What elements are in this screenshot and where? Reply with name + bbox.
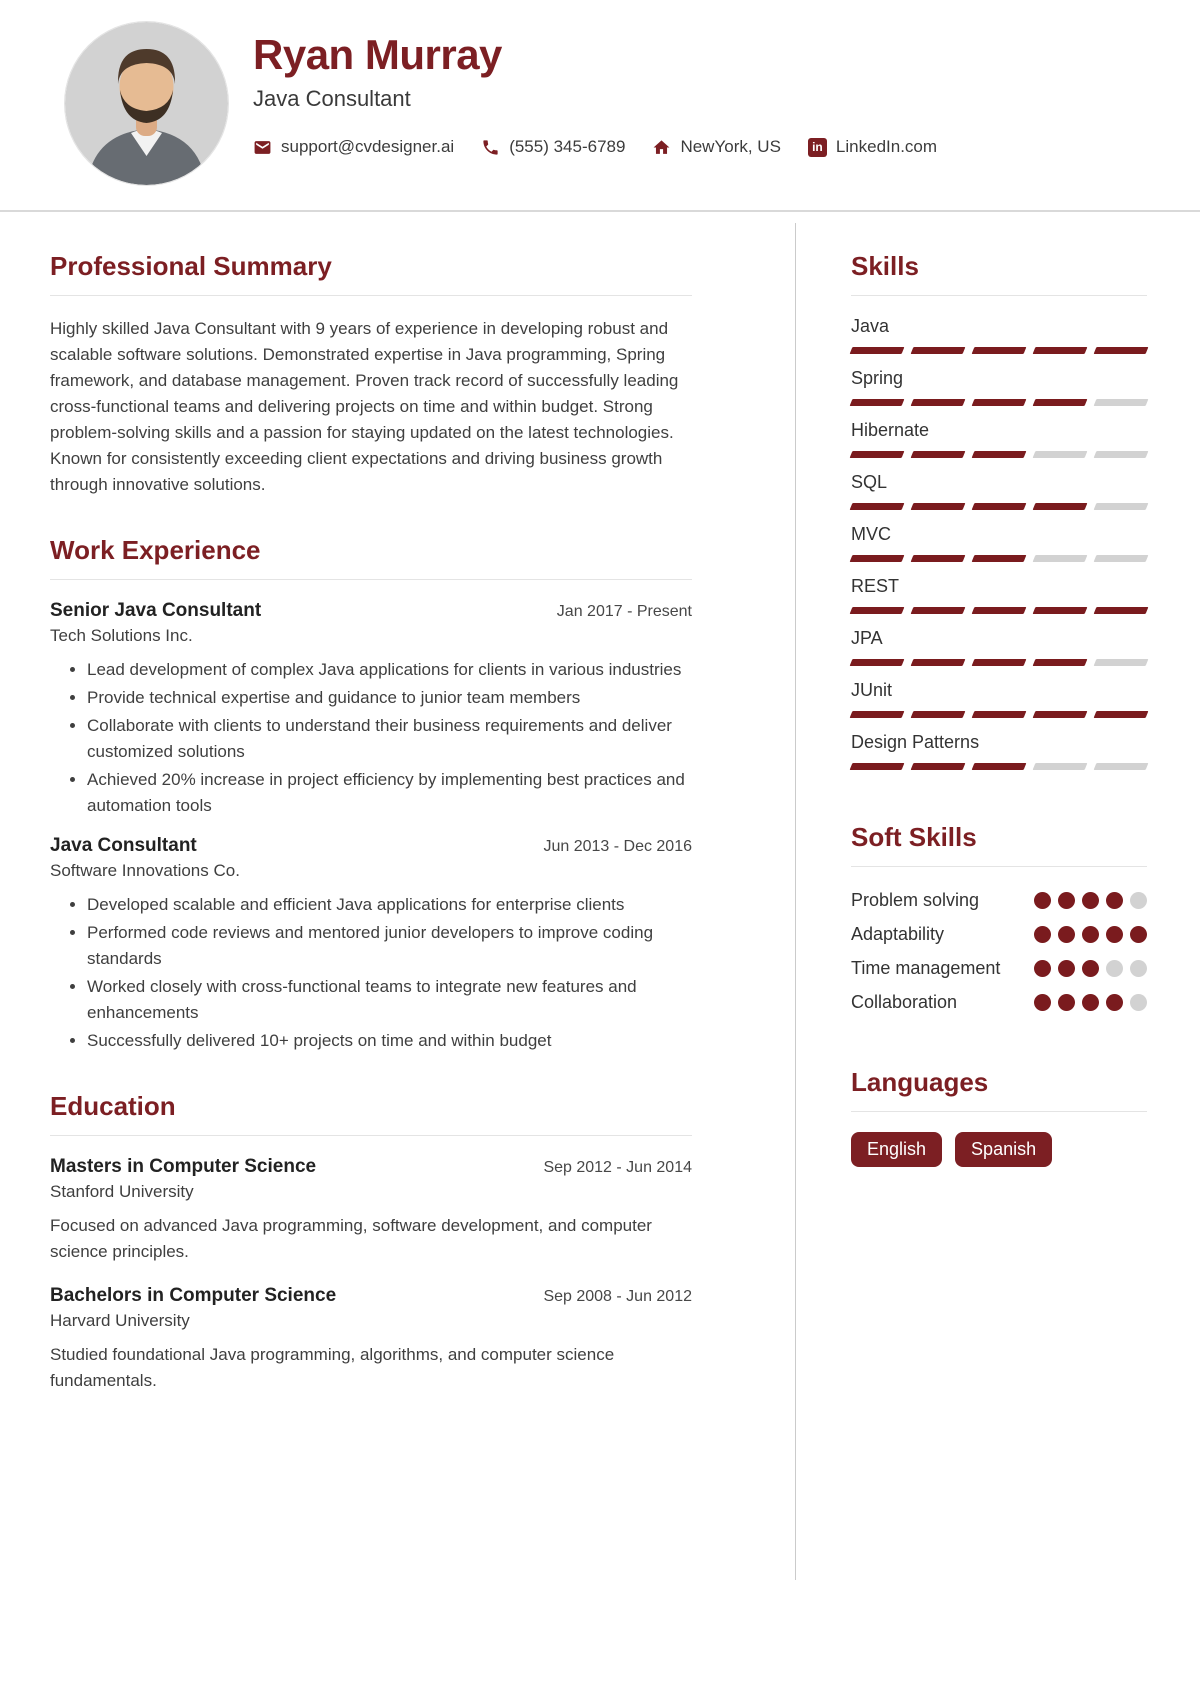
level-dot-filled [1034,994,1051,1011]
soft-skills-section [851,822,1147,1015]
experience-section [50,535,692,1054]
language-pill: Spanish [955,1132,1052,1167]
contact-phone-text: (555) 345-6789 [509,137,626,156]
soft-skill-label: Problem solving [851,890,980,910]
level-dot-filled [1058,892,1075,909]
soft-skill-dot-meter [1034,921,1147,943]
main-column [50,212,692,1580]
level-dot-empty [1130,960,1147,977]
skill-label: MVC [851,524,891,544]
person-portrait-illustration [65,22,228,185]
education-dates: Sep 2008 - Jun 2012 [543,1288,692,1305]
job-bullet: • Collaborate with clients to understand their business requirements and deliver customized solutions [87,713,692,765]
level-segment-filled [850,607,905,614]
skill-entry [851,316,1147,354]
soft-skills-heading: Soft Skills [851,822,977,852]
job-bullet: • Provide technical expertise and guidance to junior team members [87,685,692,711]
level-dot-filled [1082,960,1099,977]
level-segment-filled [972,451,1027,458]
section-divider [50,579,692,580]
skill-label: JPA [851,628,883,648]
level-dot-filled [1034,892,1051,909]
soft-skill-entry [851,921,1147,947]
level-segment-empty [1094,399,1149,406]
skill-label: SQL [851,472,888,492]
education-header [50,1156,692,1178]
degree-title: Masters in Computer Science [50,1156,317,1177]
skill-entry [851,680,1147,718]
languages-section [851,1067,1147,1167]
column-divider [795,223,796,1580]
job-header [50,835,692,857]
job-entry [50,835,692,1054]
skill-entry [851,524,1147,562]
job-entry [50,600,692,819]
skill-level-bar [851,555,1147,562]
level-dot-filled [1034,926,1051,943]
contact-email [253,137,454,157]
degree-title: Bachelors in Computer Science [50,1285,337,1306]
skill-label: Hibernate [851,420,930,440]
contact-linkedin [808,137,937,157]
level-segment-filled [1094,607,1149,614]
level-dot-filled [1082,926,1099,943]
level-segment-filled [972,659,1027,666]
skill-entry [851,628,1147,666]
education-entry [50,1285,692,1394]
soft-skill-label: Time management [851,958,1001,978]
level-segment-filled [972,763,1027,770]
job-bullet: • Lead development of complex Java applications for clients in various industries [87,657,692,683]
job-title: Java Consultant [50,835,197,856]
education-description: Studied foundational Java programming, algorithms, and computer science fundamentals. [50,1345,615,1390]
level-segment-filled [911,503,966,510]
contact-location [652,137,780,157]
contact-row [253,137,937,157]
job-bullet-list [50,657,692,819]
summary-section [50,251,692,498]
skill-entry [851,420,1147,458]
section-divider [50,295,692,296]
profile-photo [65,22,228,185]
language-list [851,1132,1147,1167]
level-dot-filled [1034,960,1051,977]
level-segment-empty [1094,555,1149,562]
level-dot-empty [1130,994,1147,1011]
level-dot-filled [1082,892,1099,909]
level-segment-filled [1033,607,1088,614]
education-list [50,1156,692,1394]
level-segment-filled [972,711,1027,718]
level-segment-filled [972,607,1027,614]
level-segment-filled [911,347,966,354]
level-segment-filled [1033,399,1088,406]
school-name: Stanford University [50,1182,194,1201]
level-dot-filled [1106,994,1123,1011]
education-entry [50,1156,692,1265]
language-pill: English [851,1132,942,1167]
level-segment-empty [1094,659,1149,666]
level-segment-filled [911,659,966,666]
experience-heading: Work Experience [50,535,261,565]
job-bullet: • Developed scalable and efficient Java applications for enterprise clients [87,892,692,918]
level-dot-empty [1130,892,1147,909]
soft-skill-dot-meter [1034,955,1147,977]
linkedin-icon: in [808,138,827,157]
section-divider [851,1111,1147,1112]
job-company: Software Innovations Co. [50,861,240,880]
soft-skill-entry [851,955,1147,981]
soft-skill-dot-meter [1034,989,1147,1011]
level-segment-filled [911,711,966,718]
skill-label: REST [851,576,900,596]
level-segment-filled [850,451,905,458]
soft-skill-dot-meter [1034,887,1147,909]
level-segment-filled [1033,659,1088,666]
skill-level-bar [851,711,1147,718]
candidate-name: Ryan Murray [253,31,502,78]
home-icon [652,138,671,157]
education-dates: Sep 2012 - Jun 2014 [543,1159,692,1176]
skill-label: JUnit [851,680,893,700]
level-segment-filled [1033,347,1088,354]
skill-entry [851,472,1147,510]
job-dates: Jun 2013 - Dec 2016 [543,838,692,855]
summary-heading: Professional Summary [50,251,332,281]
level-segment-filled [850,763,905,770]
education-heading: Education [50,1091,176,1121]
level-segment-empty [1033,763,1088,770]
level-segment-filled [972,555,1027,562]
skill-level-bar [851,399,1147,406]
skill-label: Design Patterns [851,732,980,752]
job-bullet-list [50,892,692,1054]
skill-level-bar [851,763,1147,770]
soft-skill-entry [851,887,1147,913]
email-icon [253,138,272,157]
job-bullet: • Performed code reviews and mentored junior developers to improve coding standards [87,920,692,972]
skill-level-bar [851,503,1147,510]
job-list [50,600,692,1054]
level-segment-empty [1033,451,1088,458]
soft-skill-entry [851,989,1147,1015]
level-segment-filled [972,503,1027,510]
job-bullet: • Successfully delivered 10+ projects on time and within budget [87,1028,692,1054]
skill-label: Java [851,316,890,336]
level-dot-filled [1058,994,1075,1011]
level-segment-filled [1033,503,1088,510]
skill-entry [851,576,1147,614]
job-company: Tech Solutions Inc. [50,626,193,645]
level-dot-filled [1106,892,1123,909]
level-dot-filled [1130,926,1147,943]
level-dot-filled [1106,926,1123,943]
education-header [50,1285,692,1307]
level-segment-filled [911,451,966,458]
level-segment-empty [1033,555,1088,562]
resume-header [0,0,1200,212]
level-segment-filled [850,711,905,718]
education-section [50,1091,692,1394]
level-segment-filled [850,659,905,666]
skill-label: Spring [851,368,904,388]
resume-body [0,212,1200,1580]
school-name: Harvard University [50,1311,190,1330]
job-bullet: • Achieved 20% increase in project efficiency by implementing best practices and automation tools [87,767,692,819]
level-segment-empty [1094,451,1149,458]
skill-level-bar [851,451,1147,458]
soft-skill-label: Adaptability [851,924,945,944]
section-divider [851,295,1147,296]
level-dot-filled [1058,926,1075,943]
phone-icon [481,138,500,157]
level-segment-filled [911,607,966,614]
level-dot-empty [1106,960,1123,977]
contact-linkedin-text: LinkedIn.com [835,137,938,156]
skill-level-bar [851,347,1147,354]
candidate-title: Java Consultant [253,86,411,111]
level-segment-filled [1033,711,1088,718]
level-dot-filled [1082,994,1099,1011]
level-segment-filled [972,347,1027,354]
level-segment-filled [850,503,905,510]
level-segment-empty [1094,763,1149,770]
level-segment-filled [1094,711,1149,718]
level-segment-filled [972,399,1027,406]
contact-email-text: support@cvdesigner.ai [281,137,455,156]
education-description: Focused on advanced Java programming, software development, and computer science principles. [50,1216,652,1261]
level-segment-filled [850,347,905,354]
job-title: Senior Java Consultant [50,600,262,621]
skills-section [851,251,1147,770]
skill-entry [851,732,1147,770]
section-divider [50,1135,692,1136]
section-divider [851,866,1147,867]
job-header [50,600,692,622]
sidebar-column [851,212,1147,1580]
summary-text: Highly skilled Java Consultant with 9 years of experience in developing robust and scalable software solutions. Demonstrated expertise in Java programming, Spring framework, and database management. Proven track record of successfully leading cross-functional teams and delivering projects on time and within budget. Strong problem-solving skills and a passion for staying updated on the latest technologies. Known for consistently exceeding client expectations and driving business growth through innovative solutions. [50,319,679,494]
skill-level-bar [851,659,1147,666]
soft-skills-list [851,887,1147,1015]
level-segment-filled [911,763,966,770]
job-dates: Jan 2017 - Present [556,603,692,620]
level-segment-filled [911,555,966,562]
level-segment-empty [1094,503,1149,510]
contact-phone [481,137,625,157]
level-segment-filled [1094,347,1149,354]
level-segment-filled [911,399,966,406]
contact-location-text: NewYork, US [680,137,781,156]
level-segment-filled [850,555,905,562]
level-segment-filled [850,399,905,406]
skill-level-bar [851,607,1147,614]
soft-skill-label: Collaboration [851,992,958,1012]
job-bullet: • Worked closely with cross-functional teams to integrate new features and enhancements [87,974,692,1026]
skills-heading: Skills [851,251,919,281]
skill-entry [851,368,1147,406]
languages-heading: Languages [851,1067,989,1097]
level-dot-filled [1058,960,1075,977]
skills-list [851,316,1147,770]
